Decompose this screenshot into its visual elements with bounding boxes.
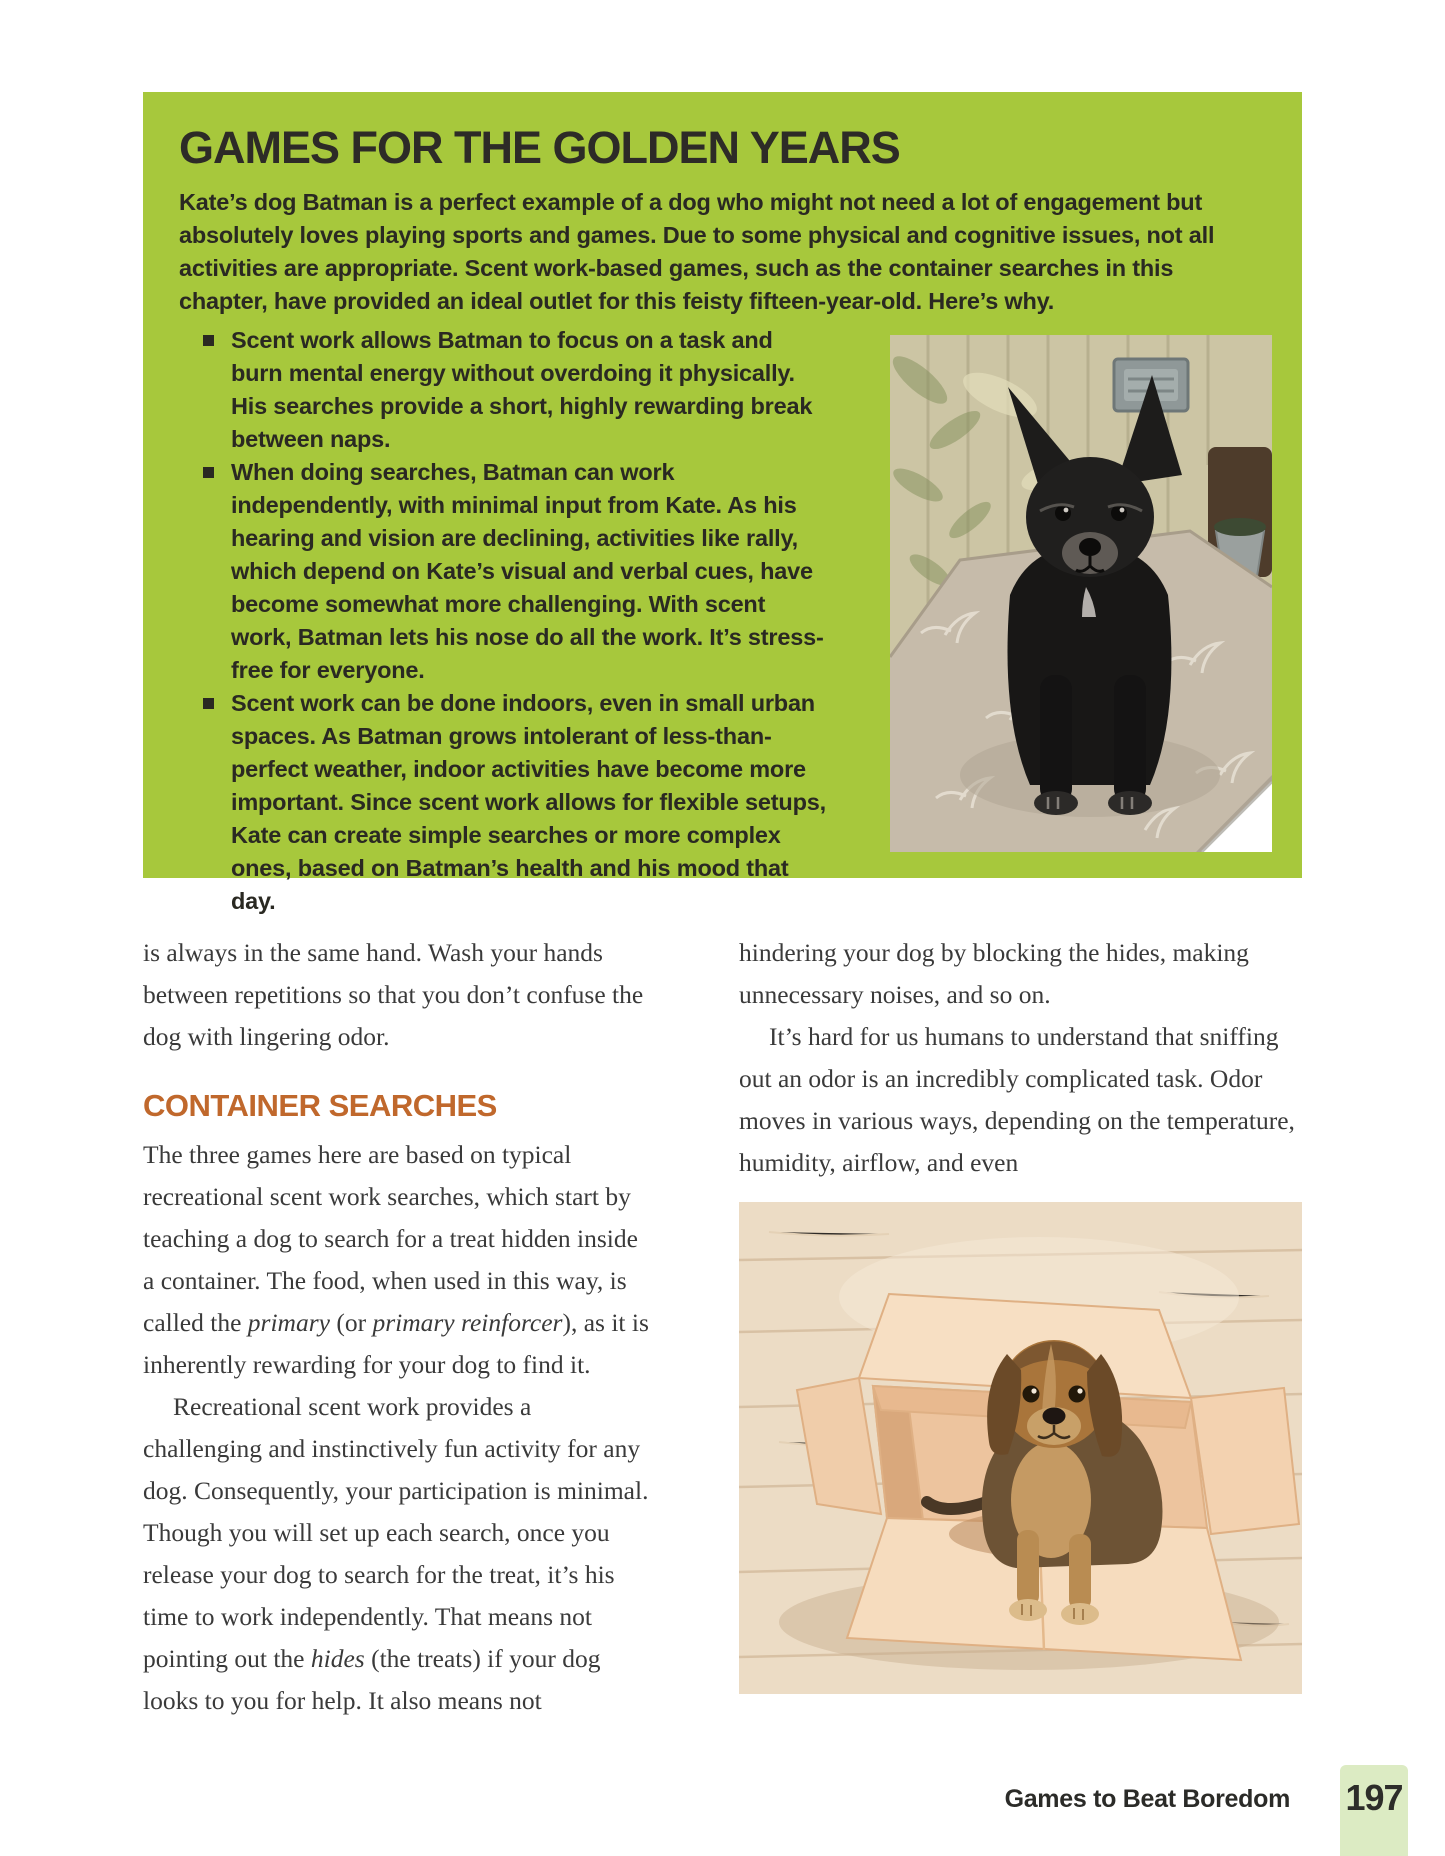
callout-box [143,92,1302,914]
paragraph-continuation: is always in the same hand. Wash your hands between repetitions so that you don’t confuse the dog with lingering odor. [143,938,644,1051]
section-heading-container-searches: CONTAINER SEARCHES [143,1088,497,1123]
right-column [739,932,1302,1722]
list-item [179,324,827,456]
bullet-square-icon [203,698,214,709]
bullet-text: When doing searches, Batman can work independently, with minimal input from Kate. As his hearing and vision are declining, activities like rally, which depend on Kate’s visual and verbal cues, have become somewhat more challenging. With scent work, Batman lets his nose do all the work. It’s stress-free for everyone. [231,459,824,683]
bullet-text: Scent work can be done indoors, even in small urban spaces. As Batman grows intolerant of less-than-perfect weather, indoor activities have become more important. Since scent work allows for flexible setups, Kate can create simple searches or more complex ones, based on Batman’s health and his mood that day. [231,690,826,914]
list-item [179,687,827,918]
bullet-text: Scent work allows Batman to focus on a task and burn mental energy without overdoing it physically. His searches provide a short, highly rewarding break between naps. [231,327,813,452]
page-number: 197 [1345,1777,1403,1818]
paragraph: The three games here are based on typical recreational scent work searches, which start by teaching a dog to search for a treat hidden inside a container. The food, when used in this way, is called the primary (or primary reinforcer), as it is inherently rewarding for your dog to find it. [143,1140,649,1379]
left-column [143,932,651,1722]
paragraph: hindering your dog by blocking the hides, making unnecessary noises, and so on. [739,938,1249,1009]
paragraph: Recreational scent work provides a challenging and instinctively fun activity for any dog. Consequently, your participation is minimal. Though you will set up each search, once you release your dog to search for the treat, it’s his time to work independently. That means not pointing out the hides (the treats) if your dog looks to you for help. It also means not [143,1392,649,1715]
senior-dog-photo [890,335,1272,852]
bullet-square-icon [203,335,214,346]
body-columns [143,932,1302,1722]
puppy-in-box-photo [739,1202,1302,1694]
list-item [179,456,827,687]
page-number-tab [1340,1765,1408,1856]
bullet-square-icon [203,467,214,478]
callout-title: GAMES FOR THE GOLDEN YEARS [179,122,900,173]
callout-intro: Kate’s dog Batman is a perfect example of a dog who might not need a lot of engagement but absolutely loves playing sports and games. Due to some physical and cognitive issues, not all activities are appropriate. Scent work-based games, such as the container searches in this chapter, have provided an ideal outlet for this feisty fifteen-year-old. Here’s why. [179,189,1215,314]
paragraph: It’s hard for us humans to understand that sniffing out an odor is an incredibly complicated task. Odor moves in various ways, depending on the temperature, humidity, airflow, and even [739,1022,1295,1177]
running-footer-title: Games to Beat Boredom [1004,1785,1290,1813]
